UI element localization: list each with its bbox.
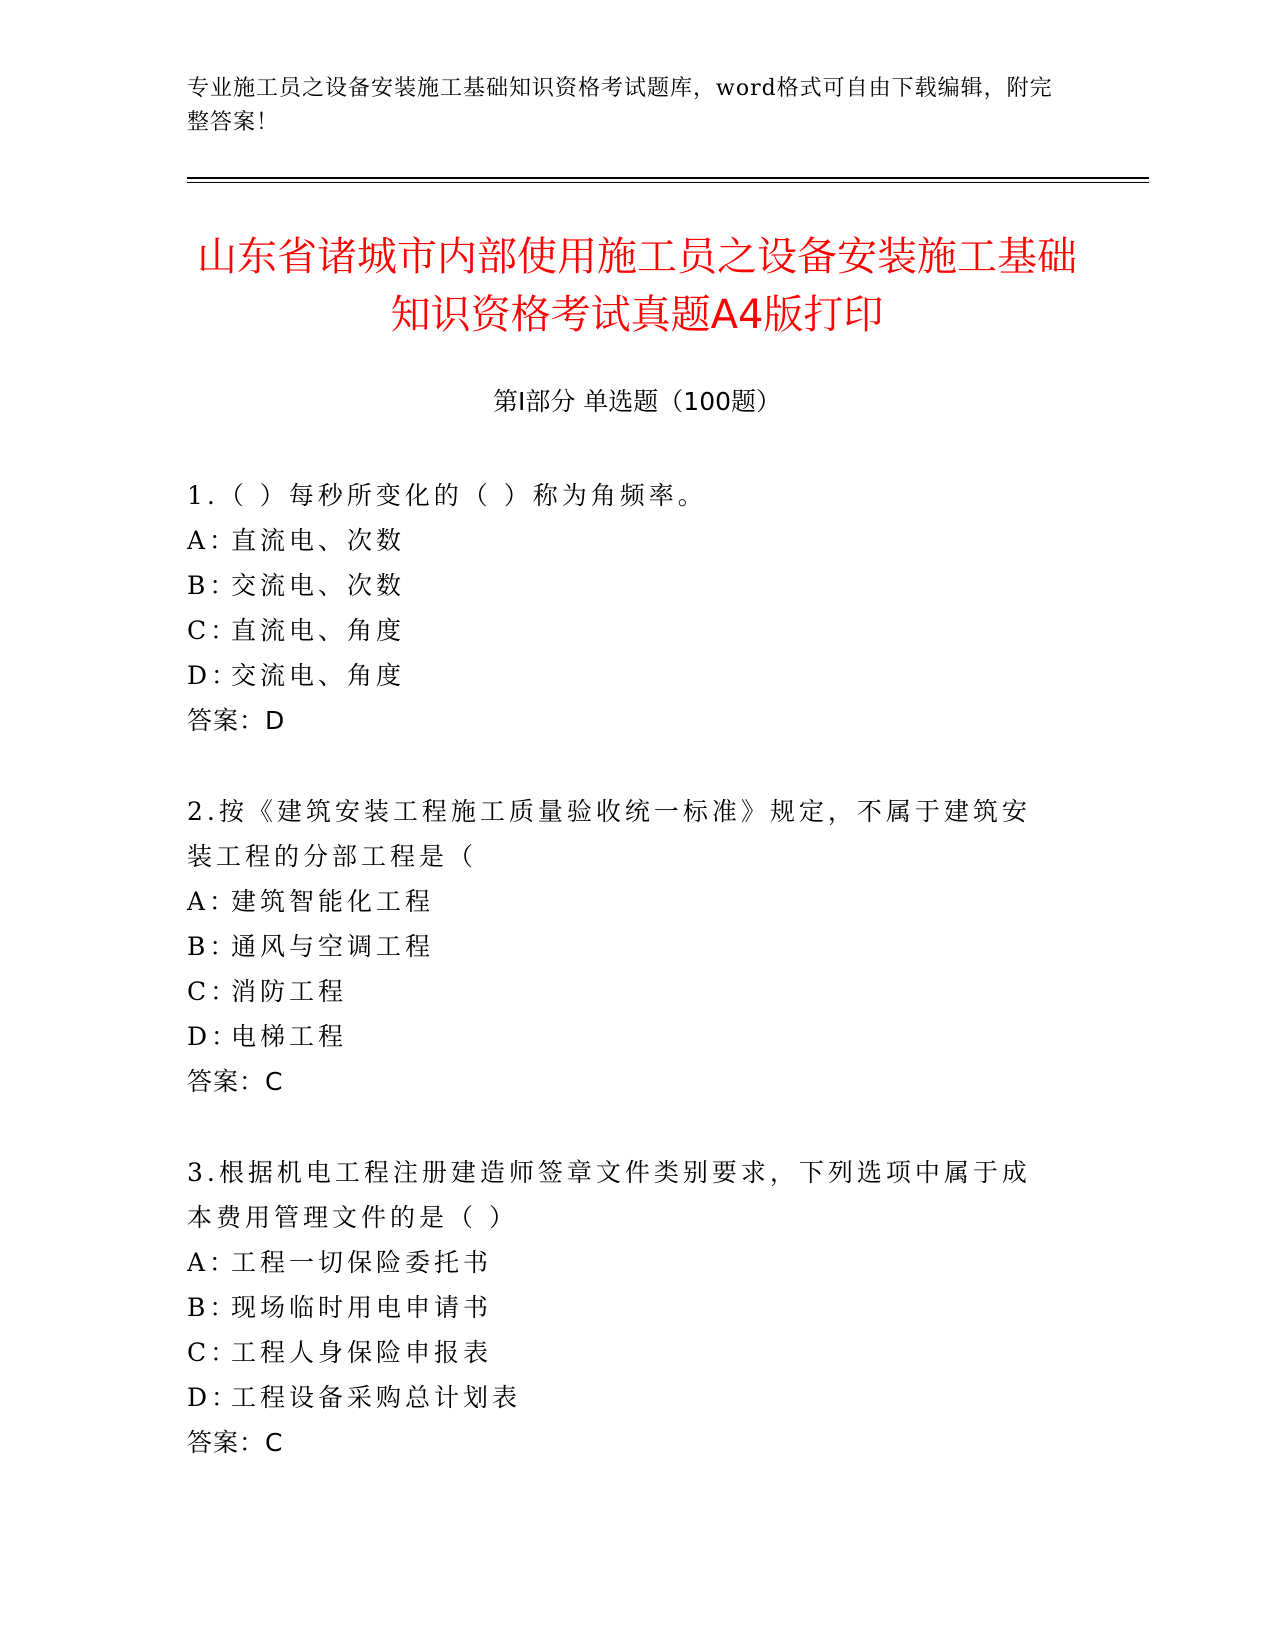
option-c xyxy=(187,1330,1067,1375)
header-divider-thick xyxy=(187,177,1149,179)
option-letter: C： xyxy=(187,977,240,1006)
option-b xyxy=(187,563,1067,608)
option-text: 直流电、次数 xyxy=(231,526,406,555)
option-a xyxy=(187,879,1067,924)
option-letter: C： xyxy=(187,1338,240,1367)
document-title: 山东省诸城市内部使用施工员之设备安装施工基础知识资格考试真题A4版打印 xyxy=(197,234,1077,338)
section-heading: 第Ⅰ部分 单选题（100题） xyxy=(492,387,782,416)
question-1 xyxy=(187,473,1067,743)
option-letter: D： xyxy=(187,1022,241,1051)
question-3 xyxy=(187,1150,1067,1465)
option-text: 消防工程 xyxy=(231,977,348,1006)
option-text: 工程设备采购总计划表 xyxy=(231,1383,522,1412)
header-divider-thin xyxy=(187,182,1149,183)
question-list xyxy=(187,473,1067,1511)
answer-line: 答案：D xyxy=(187,706,286,735)
option-d xyxy=(187,1375,1067,1420)
option-b xyxy=(187,1285,1067,1330)
option-letter: D： xyxy=(187,1383,241,1412)
option-text: 工程人身保险申报表 xyxy=(231,1338,493,1367)
answer-line: 答案：C xyxy=(187,1428,284,1457)
option-letter: A： xyxy=(187,526,239,555)
option-text: 通风与空调工程 xyxy=(231,932,435,961)
question-2 xyxy=(187,789,1067,1104)
option-text: 电梯工程 xyxy=(231,1022,348,1051)
option-text: 交流电、次数 xyxy=(231,571,406,600)
option-d xyxy=(187,653,1067,698)
header-note: 专业施工员之设备安装施工基础知识资格考试题库，word格式可自由下载编辑，附完整答案！ xyxy=(187,76,1053,135)
option-letter: B： xyxy=(187,932,239,961)
answer-line: 答案：C xyxy=(187,1067,284,1096)
option-letter: C： xyxy=(187,616,240,645)
option-letter: B： xyxy=(187,571,239,600)
option-text: 工程一切保险委托书 xyxy=(231,1248,493,1277)
question-stem: 1.（ ）每秒所变化的（ ）称为角频率。 xyxy=(187,481,707,510)
option-text: 直流电、角度 xyxy=(231,616,406,645)
option-letter: D： xyxy=(187,661,241,690)
option-text: 建筑智能化工程 xyxy=(231,887,435,916)
option-text: 交流电、角度 xyxy=(231,661,406,690)
option-letter: A： xyxy=(187,887,239,916)
question-stem: 3.根据机电工程注册建造师签章文件类别要求，下列选项中属于成本费用管理文件的是（ ） xyxy=(187,1158,1031,1232)
option-letter: A： xyxy=(187,1248,239,1277)
question-stem: 2.按《建筑安装工程施工质量验收统一标准》规定，不属于建筑安装工程的分部工程是（ xyxy=(187,797,1031,871)
option-letter: B： xyxy=(187,1293,239,1322)
option-text: 现场临时用电申请书 xyxy=(231,1293,493,1322)
option-d xyxy=(187,1014,1067,1059)
option-b xyxy=(187,924,1067,969)
option-c xyxy=(187,608,1067,653)
option-a xyxy=(187,518,1067,563)
option-c xyxy=(187,969,1067,1014)
option-a xyxy=(187,1240,1067,1285)
